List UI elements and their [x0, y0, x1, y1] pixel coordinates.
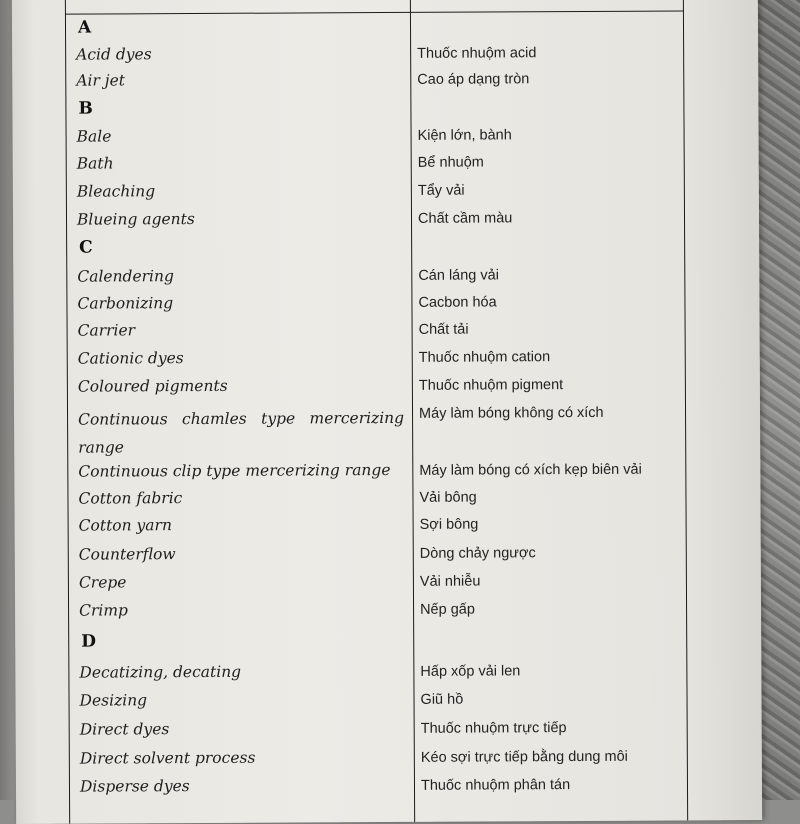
table-row	[67, 151, 684, 173]
term-vietnamese: Vải bông	[419, 489, 477, 506]
term-english: Coloured pigments	[77, 376, 228, 396]
table-row	[69, 688, 686, 710]
table-row	[67, 124, 684, 146]
term-english: Air jet	[76, 71, 126, 90]
section-letter: C	[79, 237, 93, 258]
table-row	[69, 570, 686, 592]
term-vietnamese: Nếp gấp	[420, 601, 475, 618]
table-row	[67, 264, 684, 286]
term-english: Counterflow	[78, 545, 176, 564]
table-row	[68, 402, 685, 457]
term-vietnamese: Vải nhiễu	[419, 573, 481, 590]
section-letter-row	[67, 234, 684, 258]
term-english: Bleaching	[76, 182, 156, 201]
term-english: Acid dyes	[76, 45, 152, 64]
term-vietnamese: Cán láng vải	[418, 267, 499, 284]
term-english: Direct dyes	[79, 720, 170, 739]
table-row	[69, 598, 686, 620]
book-page	[12, 0, 762, 824]
table-row	[70, 717, 687, 739]
term-english: Disperse dyes	[79, 777, 190, 796]
table-row	[69, 542, 686, 564]
table-row	[68, 346, 685, 368]
term-english: Calendering	[77, 267, 174, 286]
term-english: Bale	[76, 127, 112, 146]
table-row	[67, 291, 684, 313]
table-row	[66, 68, 683, 90]
table-row	[67, 179, 684, 201]
term-vietnamese: Sợi bông	[419, 516, 479, 533]
term-english: Carbonizing	[77, 294, 174, 313]
term-english: Cotton yarn	[78, 516, 172, 535]
term-english: Crepe	[78, 573, 127, 592]
term-vietnamese: Cao áp dạng tròn	[417, 71, 530, 88]
term-english: Decatizing, decating	[79, 662, 242, 682]
term-vietnamese: Kéo sợi trực tiếp bằng dung môi	[420, 748, 628, 766]
term-english: Cotton fabric	[78, 489, 183, 508]
term-vietnamese: Bể nhuộm	[417, 154, 484, 171]
term-english: Continuous chamles type mercerizing range	[78, 408, 405, 457]
term-vietnamese: Tẩy vải	[417, 182, 465, 199]
table-row	[67, 207, 684, 229]
term-vietnamese: Kiện lớn, bành	[417, 127, 512, 144]
glossary-table	[65, 0, 688, 824]
table-row	[68, 374, 685, 396]
section-letter: A	[77, 17, 92, 38]
term-english: Cationic dyes	[77, 349, 184, 368]
table-row	[70, 746, 687, 768]
column-divider	[410, 0, 415, 822]
table-header	[66, 0, 683, 15]
term-vietnamese: Máy làm bóng không có xích	[418, 404, 604, 422]
term-vietnamese: Thuốc nhuộm pigment	[418, 377, 564, 394]
term-vietnamese: Dòng chảy ngược	[419, 545, 536, 562]
table-row	[69, 513, 686, 535]
table-row	[68, 318, 685, 340]
term-vietnamese: Chất cầm màu	[417, 210, 513, 227]
section-letter: D	[81, 631, 97, 652]
term-english: Direct solvent process	[79, 748, 256, 768]
section-letter: B	[78, 98, 93, 119]
table-row	[68, 486, 685, 508]
term-english: Crimp	[79, 601, 128, 620]
term-english: Desizing	[79, 691, 148, 710]
term-vietnamese: Giũ hồ	[420, 691, 464, 708]
table-row	[66, 42, 683, 64]
term-english: Bath	[76, 154, 114, 173]
term-english: Continuous clip type mercerizing range	[78, 460, 391, 481]
term-vietnamese: Hấp xốp vải len	[420, 663, 521, 680]
table-row	[70, 774, 687, 796]
term-vietnamese: Thuốc nhuộm acid	[417, 45, 537, 62]
term-vietnamese: Máy làm bóng có xích kẹp biên vải	[419, 461, 642, 479]
term-vietnamese: Cacbon hóa	[418, 294, 497, 311]
table-row	[69, 660, 686, 682]
section-letter-row	[66, 14, 683, 38]
section-letter-row	[69, 628, 686, 652]
term-vietnamese: Thuốc nhuộm cation	[418, 349, 551, 366]
section-letter-row	[66, 95, 683, 119]
term-vietnamese: Chất tải	[418, 321, 469, 338]
term-english: Blueing agents	[76, 210, 195, 229]
term-vietnamese: Thuốc nhuộm trực tiếp	[420, 720, 567, 737]
term-english: Carrier	[77, 321, 136, 340]
term-vietnamese: Thuốc nhuộm phân tán	[420, 777, 571, 794]
